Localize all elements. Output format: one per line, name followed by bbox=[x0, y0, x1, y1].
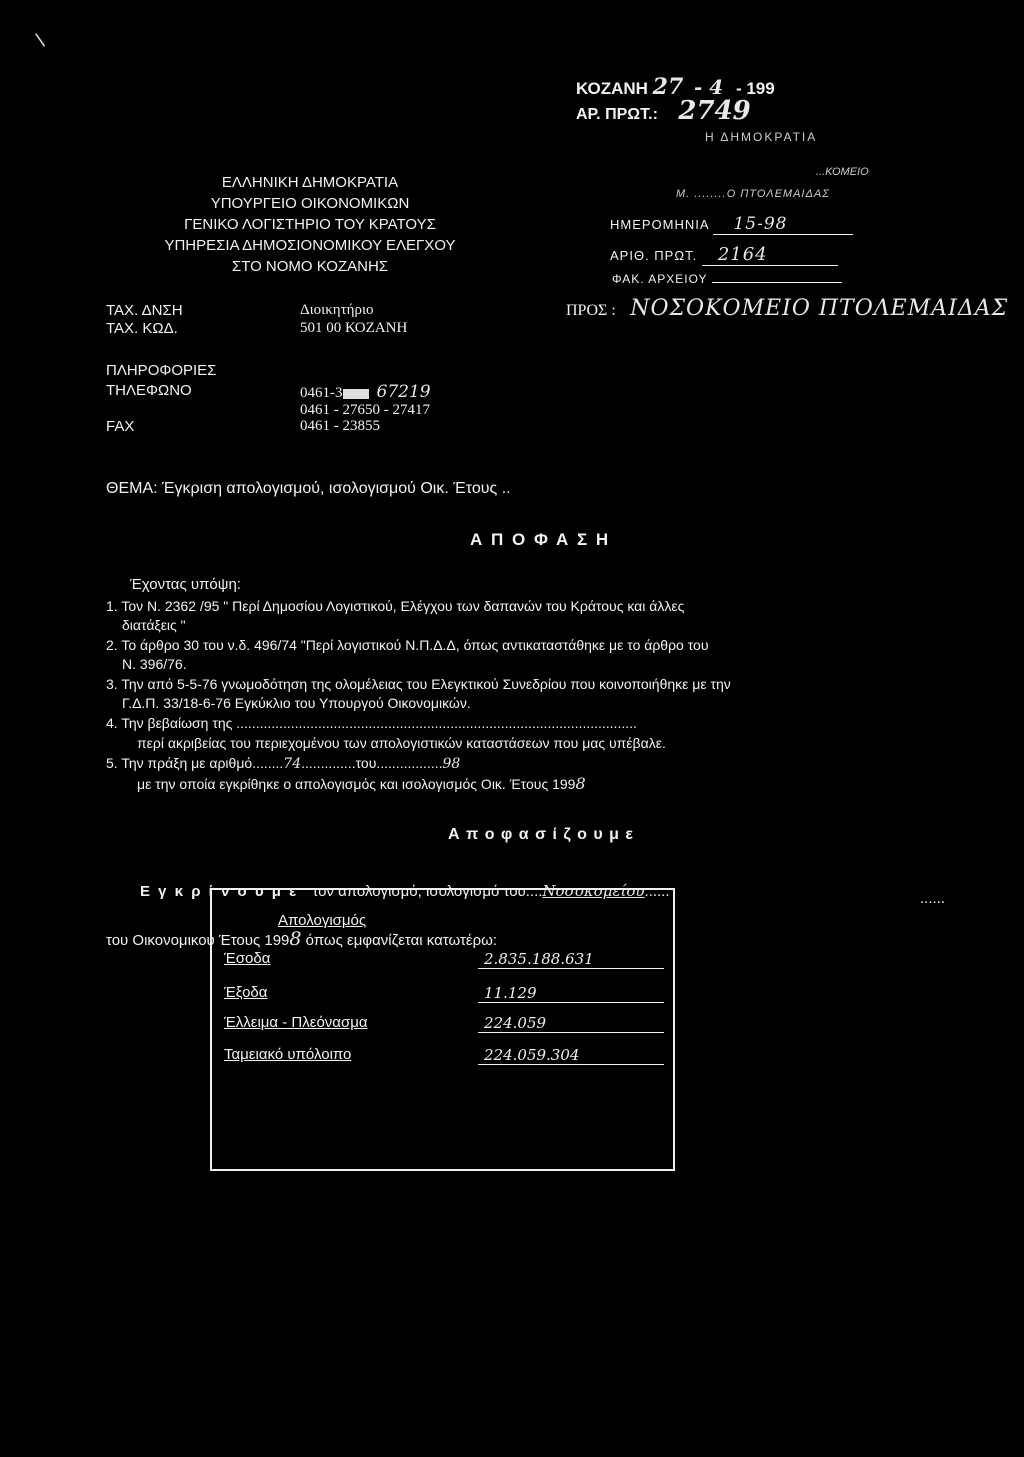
item-5a-text: 5. Την πράξη με αριθμό........ bbox=[106, 755, 284, 771]
row-value-revenue: 2.835.188.631 bbox=[478, 950, 664, 969]
date-year: - 199 bbox=[735, 79, 775, 98]
address-label: ΤΑΧ. ΔΝΣΗ bbox=[106, 302, 183, 319]
recipient-label: ΠΡΟΣ : bbox=[566, 302, 616, 319]
header-line4: ΥΠΗΡΕΣΙΑ ΔΗΜΟΣΙΟΝΟΜΙΚΟΥ ΕΛΕΓΧΟΥ bbox=[164, 237, 456, 254]
stamp-line2: ...ΚΟΜΕΙΟ bbox=[816, 166, 869, 178]
stamp-date-value: 15-98 bbox=[713, 214, 853, 235]
item-3b: Γ.Δ.Π. 33/18-6-76 Εγκύκλιο του Υπουργού Οικονομικών. bbox=[122, 695, 471, 711]
header-line3: ΓΕΝΙΚΟ ΛΟΓΙΣΤΗΡΙΟ ΤΟΥ ΚΡΑΤΟΥΣ bbox=[184, 216, 436, 233]
item-1a: 1. Τον Ν. 2362 /95 " Περί Δημοσίου Λογιστικού, Ελέγχου των δαπανών του Κράτους και άλλες bbox=[106, 598, 685, 614]
approve-line2-year: 8 bbox=[289, 928, 302, 950]
phone1-struck bbox=[343, 389, 369, 399]
item-5b-text: με την οποία εγκρίθηκε ο απολογισμός και ισολογισμός Οικ. Έτους 199 bbox=[137, 776, 576, 792]
stamp-archive-label: ΦΑΚ. ΑΡΧΕΙΟΥ bbox=[612, 272, 708, 286]
item-5a-mid: ..............του.......... bbox=[301, 755, 416, 771]
approve-dots: ...... bbox=[644, 883, 670, 900]
item-4b: περί ακριβείας του περιεχομένου των απολογιστικών καταστάσεων που μας υπέβαλε. bbox=[137, 735, 666, 751]
stamp-line1: Η ΔΗΜΟΚΡΑΤΙΑ bbox=[705, 130, 818, 144]
date-city: ΚΟΖΑΝΗ bbox=[576, 79, 648, 98]
address-value: Διοικητήριο bbox=[300, 302, 374, 318]
item-5b bbox=[137, 774, 586, 793]
item-5b-year: 8 bbox=[575, 774, 586, 793]
approve-lead: Ε γ κ ρ ί ν ο υ μ ε bbox=[140, 883, 299, 900]
approve-dots-right: ...... bbox=[920, 890, 946, 907]
stamp-prot-label: ΑΡΙΘ. ΠΡΩΤ. bbox=[610, 248, 698, 263]
item-2b: Ν. 396/76. bbox=[122, 656, 187, 672]
stamp-date-label: ΗΜΕΡΟΜΗΝΙΑ bbox=[610, 217, 709, 232]
phone1-printed: 0461-3 bbox=[300, 385, 343, 401]
row-value-cash: 224.059.304 bbox=[478, 1046, 664, 1065]
row-value-deficit: 224.059 bbox=[478, 1014, 664, 1033]
stamp-date-row bbox=[610, 214, 853, 235]
ref-label: ΑΡ. ΠΡΩΤ.: bbox=[576, 106, 658, 123]
recipient-value: ΝΟΣΟΚΟΜΕΙΟ ΠΤΟΛΕΜΑΙΔΑΣ bbox=[630, 296, 1009, 321]
balance-table bbox=[210, 888, 675, 1171]
postcode-label: ΤΑΧ. ΚΩΔ. bbox=[106, 320, 178, 337]
recipient-line bbox=[566, 296, 1008, 321]
approve-text: τον απολογισμό, ισολογισμό του.... bbox=[312, 883, 543, 900]
date-month: - 4 bbox=[694, 75, 724, 99]
fax-value: 0461 - 23855 bbox=[300, 418, 380, 434]
ref-number: 2749 bbox=[678, 96, 751, 126]
table-row-deficit bbox=[224, 1014, 664, 1033]
item-5a bbox=[106, 755, 460, 772]
table-row-expenses bbox=[224, 984, 664, 1003]
row-label-cash: Ταμειακό υπόλοιπο bbox=[224, 1046, 352, 1063]
header-line1: ΕΛΛΗΝΙΚΗ ΔΗΜΟΚΡΑΤΙΑ bbox=[221, 174, 399, 191]
info-label: ΠΛΗΡΟΦΟΡΙΕΣ bbox=[106, 362, 217, 379]
row-value-expenses: 11.129 bbox=[478, 984, 664, 1003]
corner-mark: \ bbox=[34, 29, 47, 53]
header-line5: ΣΤΟ ΝΟΜΟ ΚΟΖΑΝΗΣ bbox=[231, 258, 389, 275]
table-row-cash bbox=[224, 1046, 664, 1065]
item-1b: διατάξεις " bbox=[122, 617, 186, 633]
row-label-deficit: Έλλειμα - Πλεόνασμα bbox=[224, 1014, 368, 1031]
stamp-archive-line bbox=[712, 282, 842, 283]
stamp-prot-value: 2164 bbox=[702, 244, 838, 266]
phone1 bbox=[300, 382, 431, 402]
stamp-line3: Μ. ........Ο ΠΤΟΛΕΜΑΙΔΑΣ bbox=[676, 188, 830, 200]
date-day: 27 bbox=[652, 74, 684, 100]
approve-entity: Νοσοκομείου bbox=[542, 882, 645, 900]
approve-line2-text: του Οικονομικού Έτους 199 bbox=[106, 932, 290, 949]
stamp-prot-row bbox=[610, 244, 838, 266]
item-5a-year: 98 bbox=[442, 756, 461, 772]
stamp-archive-row bbox=[612, 272, 842, 286]
fax-label: FAX bbox=[106, 418, 135, 435]
issuer-header bbox=[110, 172, 510, 277]
ref-line bbox=[576, 96, 751, 126]
approve-line2-end: όπως εμφανίζεται κατωτέρω: bbox=[301, 932, 497, 949]
row-label-revenue: Έσοδα bbox=[224, 950, 271, 967]
item-4a: 4. Την βεβαίωση της ....................................................................................................... bbox=[106, 715, 637, 731]
decision-title: Α Π Ο Φ Α Σ Η bbox=[470, 530, 611, 549]
postcode-value: 501 00 ΚΟΖΑΝΗ bbox=[300, 320, 408, 336]
row-label-expenses: Έξοδα bbox=[224, 984, 268, 1001]
item-5a-end: ....... bbox=[415, 755, 443, 771]
item-5a-act-no: 74 bbox=[283, 756, 302, 772]
table-heading: Απολογισμός bbox=[278, 912, 367, 929]
subject-line: ΘΕΜΑ: Έγκριση απολογισμού, ισολογισμού Οικ. Έτους .. bbox=[106, 480, 511, 497]
phone-label: ΤΗΛΕΦΩΝΟ bbox=[106, 382, 192, 399]
considering-heading: Έχοντας υπόψη: bbox=[130, 576, 241, 593]
phone2: 0461 - 27650 - 27417 bbox=[300, 402, 430, 418]
phone1-handwritten: 67219 bbox=[376, 382, 431, 402]
decide-heading: Α π ο φ α σ ί ζ ο υ μ ε bbox=[448, 826, 634, 843]
item-2a: 2. Το άρθρο 30 του ν.δ. 496/74 "Περί λογιστικού Ν.Π.Δ.Δ, όπως αντικαταστάθηκε με το άρθρο του bbox=[106, 637, 709, 653]
header-line2: ΥΠΟΥΡΓΕΙΟ ΟΙΚΟΝΟΜΙΚΩΝ bbox=[210, 195, 410, 212]
table-row-revenue bbox=[224, 950, 664, 969]
item-3a: 3. Την από 5-5-76 γνωμοδότηση της ολομέλειας του Ελεγκτικού Συνεδρίου που κοινοποιήθηκε με την bbox=[106, 676, 731, 692]
